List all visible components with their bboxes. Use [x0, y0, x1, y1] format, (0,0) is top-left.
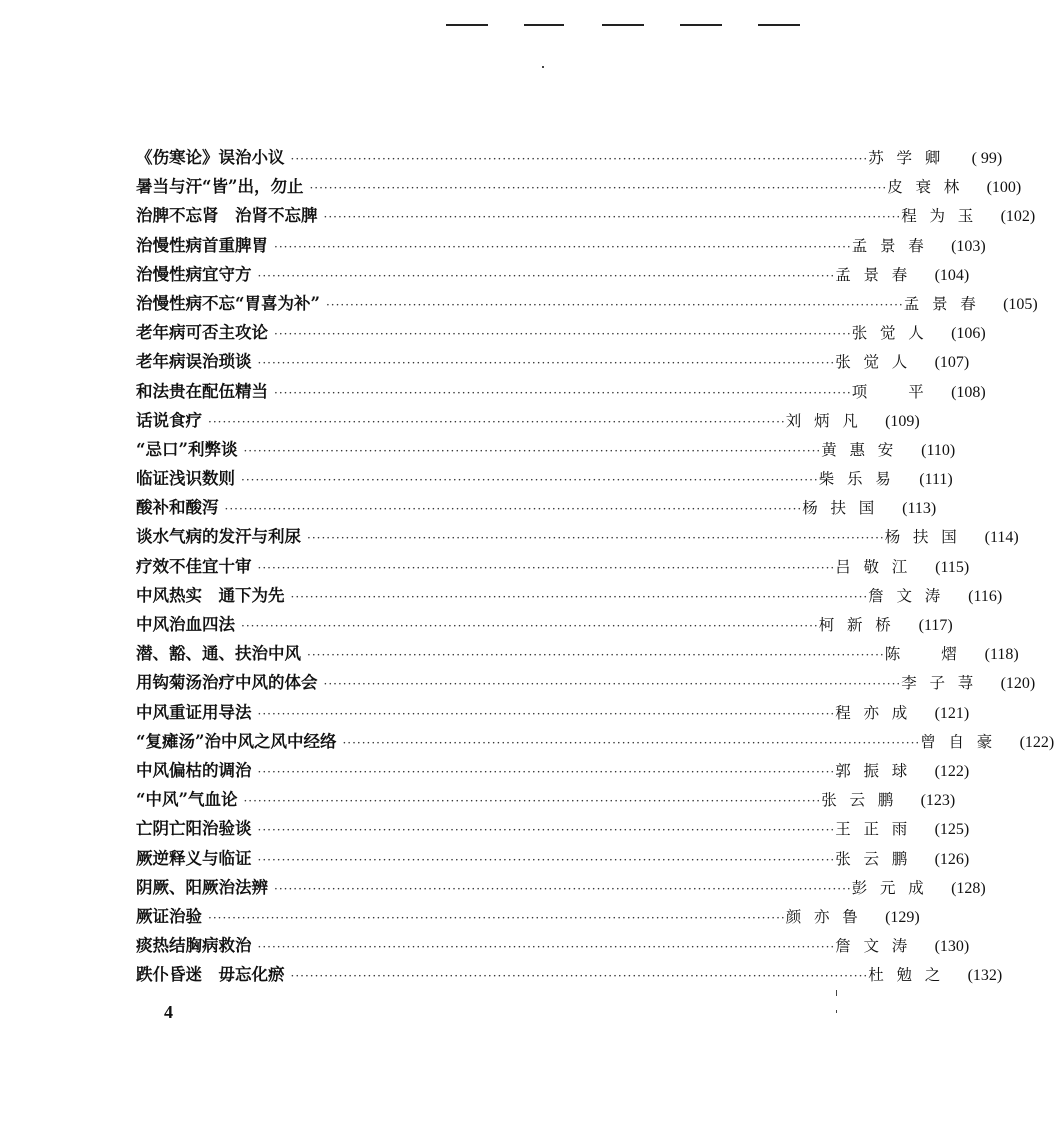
toc-entry-author: 刘炳凡 [785, 411, 858, 430]
toc-entry-page: (130) [934, 938, 970, 956]
toc-entry-title: 中风偏枯的调治 [136, 760, 252, 780]
toc-entry [136, 467, 953, 496]
toc-entry-page: (108) [951, 383, 986, 401]
toc-entry-title: 谈水气病的发汗与利尿 [136, 527, 301, 547]
toc-entry [136, 847, 970, 876]
scan-speck [836, 990, 837, 996]
dot-leader: ························································································································ [241, 473, 819, 488]
toc-entry-title: 临证浅识数则 [136, 469, 235, 489]
dot-leader: ························································································································ [257, 852, 836, 867]
toc-entry-author: 李子荨 [901, 674, 974, 693]
toc-entry-author: 黄惠安 [821, 440, 894, 459]
toc-entry-author: 彭元成 [851, 878, 924, 897]
toc-entry-title: 亡阴亡阳治验谈 [136, 819, 252, 839]
toc-entry-page: (118) [984, 646, 1019, 664]
toc-entry-author: 孟景春 [851, 236, 924, 255]
toc-entry-page: (110) [921, 441, 956, 459]
toc-entry-author: 皮衰林 [887, 178, 960, 197]
toc-entry-title: “中风”气血论 [136, 790, 238, 810]
toc-entry [136, 555, 970, 584]
toc-entry-title: 阴厥、阳厥治法辨 [136, 877, 268, 897]
toc-entry-page: (132) [967, 967, 1003, 985]
header-rule-5 [758, 24, 800, 26]
toc-entry-author: 柯新桥 [818, 616, 891, 634]
toc-entry [136, 204, 1036, 233]
toc-entry-page: (113) [902, 500, 937, 518]
toc-entry-author: 王正雨 [835, 820, 908, 839]
toc-entry-author: 曾自豪 [920, 732, 993, 751]
toc-entry [136, 438, 956, 467]
toc-entry-title: 用钩菊汤治疗中风的体会 [136, 673, 318, 693]
toc-entry-page: (109) [885, 412, 920, 430]
toc-entry [136, 409, 920, 438]
toc-entry-page: (111) [919, 471, 953, 489]
dot-leader: ························································································································ [274, 239, 852, 254]
dot-leader: ························································································································ [342, 735, 921, 750]
dot-leader: ························································································································ [309, 181, 888, 196]
toc-entry-title: 治脾不忘肾 治肾不忘脾 [136, 206, 318, 226]
toc-entry-author: 张觉人 [851, 324, 924, 343]
toc-entry-page: (121) [934, 704, 970, 722]
dot-leader: ························································································································ [274, 327, 852, 342]
toc-entry-author: 孟景春 [903, 294, 976, 313]
header-rule-3 [602, 24, 644, 26]
toc-entry [136, 321, 986, 350]
dot-leader: ························································································································ [257, 823, 836, 838]
toc-entry-title: 和法贵在配伍精当 [136, 381, 268, 401]
toc-entry [136, 642, 1019, 671]
toc-entry-title: “复瘫汤”治中风之风中经络 [136, 731, 337, 751]
toc-entry-author: 张觉人 [835, 353, 908, 372]
dot-leader: ························································································································ [290, 969, 869, 984]
dot-leader: ························································································································ [257, 268, 836, 283]
toc-entry [136, 905, 920, 934]
toc-entry-author: 陈熠 [884, 645, 957, 664]
toc-entry-page: (102) [1000, 208, 1036, 226]
toc-entry-page: ( 99) [971, 150, 1003, 167]
toc-entry-page: (116) [968, 587, 1003, 605]
toc-entry-title: 中风热实 通下为先 [136, 585, 285, 605]
toc-entry-title: 中风重证用导法 [136, 702, 252, 722]
dot-leader: ························································································································ [290, 589, 869, 604]
dot-leader: ························································································································ [290, 152, 869, 166]
toc-entry-title: 中风治血四法 [136, 615, 235, 634]
toc-entry-page: (128) [951, 879, 986, 897]
toc-entry [136, 759, 970, 788]
toc-entry-title: 老年病可否主攻论 [136, 323, 268, 343]
dot-leader: ························································································································ [307, 648, 885, 663]
toc-entry [136, 934, 970, 963]
toc-entry [136, 876, 986, 905]
toc-entry-page: (122) [1019, 733, 1054, 751]
toc-entry-page: (125) [934, 821, 970, 839]
toc-entry-author: 杨扶国 [802, 499, 875, 518]
dot-leader: ························································································································ [323, 210, 902, 225]
toc-entry [136, 788, 956, 817]
toc-entry-page: (104) [934, 266, 970, 284]
toc-entry-page: (123) [920, 792, 956, 810]
toc-entry-page: (105) [1003, 295, 1038, 313]
header-rule-4 [680, 24, 722, 26]
toc-entry-page: (117) [918, 617, 953, 634]
toc-entry-title: 潜、豁、通、扶治中风 [136, 644, 301, 664]
toc-entry [136, 584, 1003, 613]
dot-leader: ························································································································ [257, 356, 836, 371]
toc-entry-title: 痰热结胸病救治 [136, 936, 252, 956]
toc-entry-title: 厥逆释义与临证 [136, 848, 252, 868]
dot-leader: ························································································································ [307, 531, 885, 546]
toc-entry-page: (107) [934, 354, 970, 372]
toc-entry [136, 496, 937, 525]
toc-entry-author: 詹文涛 [868, 586, 941, 605]
toc-entry-author: 杜勉之 [868, 966, 941, 985]
dot-leader: ························································································································ [208, 910, 786, 925]
toc-entry-page: (115) [935, 558, 970, 576]
toc-entry-page: (114) [984, 529, 1019, 547]
dot-leader: ························································································································ [224, 502, 803, 517]
toc-entry [136, 525, 1019, 554]
dot-leader: ························································································································ [274, 881, 852, 896]
dot-leader: ························································································································ [257, 706, 836, 721]
toc-entry-title: “忌口”利弊谈 [136, 439, 238, 459]
toc-entry-page: (100) [986, 179, 1022, 197]
dot-leader: ························································································································ [323, 677, 902, 692]
toc-entry [136, 175, 1022, 204]
page-number: 4 [164, 1002, 173, 1022]
dot-leader: ························································································································ [274, 385, 852, 400]
toc-entry [136, 701, 970, 730]
toc-entry-author: 程为玉 [901, 207, 974, 226]
header-rule-2 [524, 24, 564, 26]
table-of-contents [136, 146, 1054, 992]
toc-entry-title: 暑当与汗“皆”出，勿止 [136, 177, 304, 197]
dot-leader: ························································································································ [257, 560, 836, 575]
dot-leader: ························································································································ [241, 619, 819, 633]
toc-entry-page: (106) [951, 325, 986, 343]
toc-entry-title: 疗效不佳宜十审 [136, 556, 252, 576]
toc-entry [136, 817, 970, 846]
toc-entry-author: 颜亦鲁 [785, 907, 858, 926]
toc-entry-author: 项平 [851, 382, 924, 401]
toc-entry-page: (122) [934, 762, 970, 780]
toc-entry-author: 程亦成 [835, 703, 908, 722]
toc-entry-title: 治慢性病首重脾胃 [136, 235, 268, 255]
scan-speck [836, 1010, 837, 1013]
toc-entry-author: 张云鹏 [821, 791, 894, 810]
toc-entry-author: 郭振球 [835, 761, 908, 780]
toc-entry-title: 酸补和酸泻 [136, 498, 219, 518]
toc-entry-author: 张云鹏 [835, 849, 908, 868]
toc-entry-title: 跌仆昏迷 毋忘化瘀 [136, 965, 285, 985]
dot-leader: ························································································································ [257, 764, 836, 779]
dot-leader: ························································································································ [208, 414, 786, 429]
toc-entry-title: 话说食疗 [136, 410, 202, 430]
toc-entry [136, 380, 986, 409]
toc-entry-title: 老年病误治琐谈 [136, 352, 252, 372]
toc-entry [136, 350, 970, 379]
toc-entry-page: (129) [885, 908, 920, 926]
toc-entry [136, 613, 953, 642]
toc-entry-author: 詹文涛 [835, 937, 908, 956]
dot-leader: ························································································································ [243, 443, 822, 458]
toc-entry [136, 234, 986, 263]
toc-entry-page: (120) [1000, 675, 1036, 693]
toc-entry-title: 《伤寒论》误治小议 [136, 148, 285, 167]
toc-entry [136, 263, 970, 292]
toc-entry-author: 吕敬江 [835, 557, 908, 576]
toc-entry-title: 治慢性病不忘“胃喜为补” [136, 293, 320, 313]
toc-entry [136, 730, 1054, 759]
toc-entry-page: (126) [934, 850, 970, 868]
toc-entry-title: 治慢性病宜守方 [136, 264, 252, 284]
toc-entry-title: 厥证治验 [136, 906, 202, 926]
toc-entry-page: (103) [951, 237, 986, 255]
dot-leader: ························································································································ [243, 794, 822, 809]
toc-entry [136, 292, 1038, 321]
header-rule-1 [446, 24, 488, 26]
scan-speck [542, 66, 544, 68]
dot-leader: ························································································································ [257, 940, 836, 955]
toc-entry-author: 苏学卿 [868, 149, 941, 167]
toc-entry [136, 671, 1036, 700]
toc-entry-author: 柴乐易 [818, 470, 891, 489]
toc-entry-author: 孟景春 [835, 265, 908, 284]
toc-entry [136, 963, 1003, 992]
toc-entry [136, 146, 1003, 175]
toc-entry-author: 杨扶国 [884, 528, 957, 547]
dot-leader: ························································································································ [325, 297, 904, 312]
